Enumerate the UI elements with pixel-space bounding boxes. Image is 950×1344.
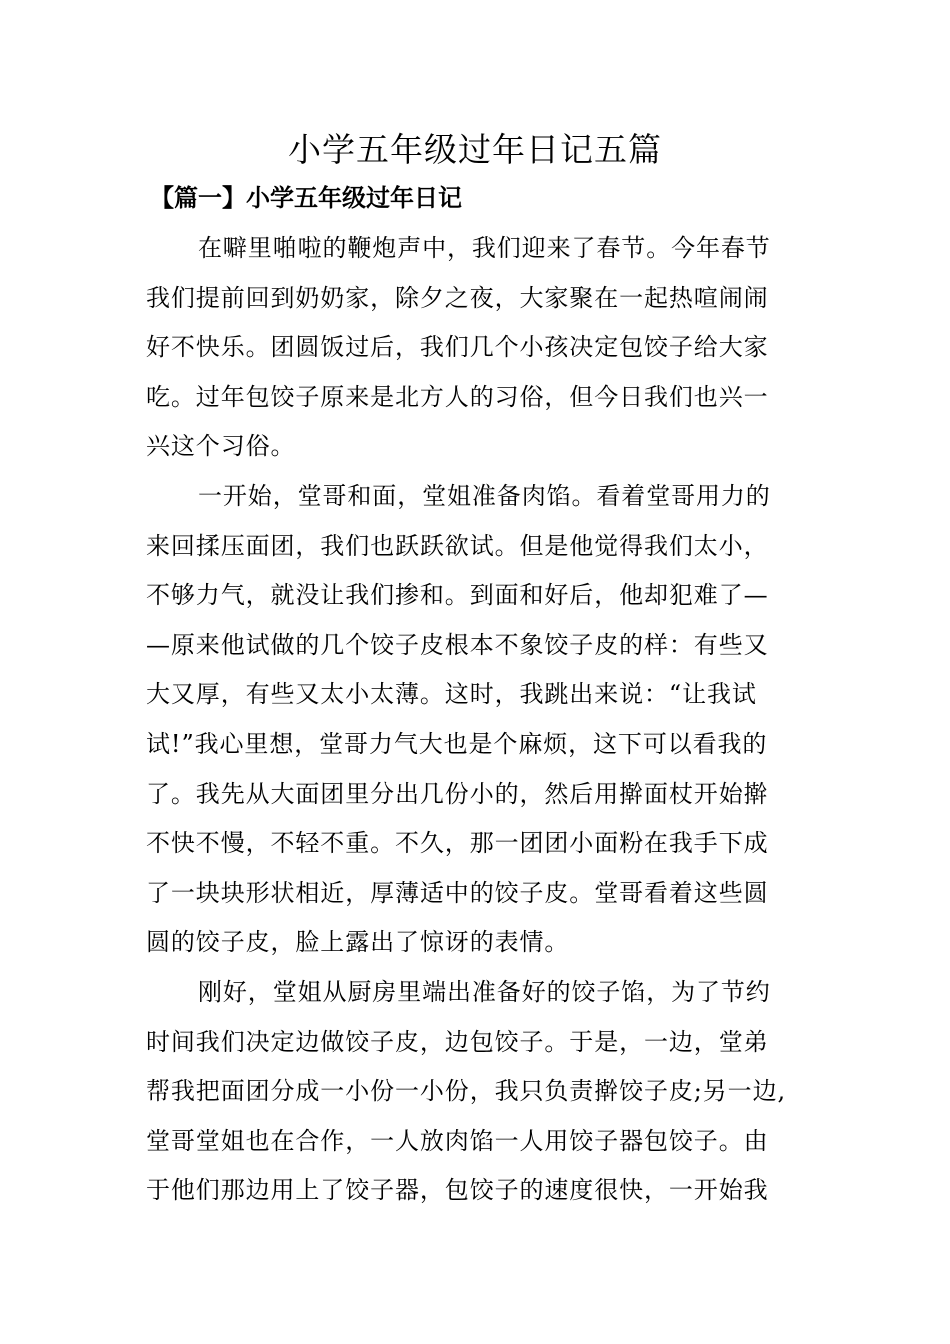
text-line: 吃。过年包饺子原来是北方人的习俗，但今日我们也兴一 (146, 382, 769, 411)
text-line: —原来他试做的几个饺子皮根本不象饺子皮的样：有些又 (146, 630, 769, 659)
text-line: 刚好，堂姐从厨房里端出准备好的饺子馅，为了节约 (198, 977, 771, 1006)
text-line: 试!”我心里想，堂哥力气大也是个麻烦，这下可以看我的 (146, 729, 768, 758)
text-line: 不够力气，就没让我们掺和。到面和好后，他却犯难了— (146, 581, 769, 610)
text-line: 了一块块形状相近，厚薄适中的饺子皮。堂哥看着这些圆 (146, 878, 769, 907)
text-line: 时间我们决定边做饺子皮，边包饺子。于是，一边，堂弟 (146, 1027, 769, 1056)
text-line: 不快不慢，不轻不重。不久，那一团团小面粉在我手下成 (146, 829, 769, 858)
text-line: 于他们那边用上了饺子器，包饺子的速度很快，一开始我 (146, 1176, 769, 1205)
text-line: 圆的饺子皮，脸上露出了惊讶的表情。 (146, 928, 570, 957)
text-line: 了。我先从大面团里分出几份小的，然后用擀面杖开始擀 (146, 779, 769, 808)
text-line: 我们提前回到奶奶家，除夕之夜，大家聚在一起热喧闹闹 (146, 283, 769, 312)
document-title: 小学五年级过年日记五篇 (288, 130, 662, 169)
text-line: 堂哥堂姐也在合作，一人放肉馅一人用饺子器包饺子。由 (146, 1126, 769, 1155)
document-body (146, 224, 808, 1216)
section-heading: 【篇一】小学五年级过年日记 (150, 183, 462, 212)
text-line: 帮我把面团分成一小份一小份，我只负责擀饺子皮;另一边, (146, 1077, 787, 1106)
text-line: 来回揉压面团，我们也跃跃欲试。但是他觉得我们太小， (146, 531, 769, 560)
text-line: 一开始，堂哥和面，堂姐准备肉馅。看着堂哥用力的 (198, 481, 771, 510)
text-line: 兴这个习俗。 (146, 432, 296, 461)
text-line: 好不快乐。团圆饭过后，我们几个小孩决定包饺子给大家 (146, 333, 769, 362)
text-line: 在噼里啪啦的鞭炮声中，我们迎来了春节。今年春节 (198, 234, 771, 262)
text-line: 大又厚，有些又太小太薄。这时，我跳出来说：“让我试 (146, 680, 757, 709)
